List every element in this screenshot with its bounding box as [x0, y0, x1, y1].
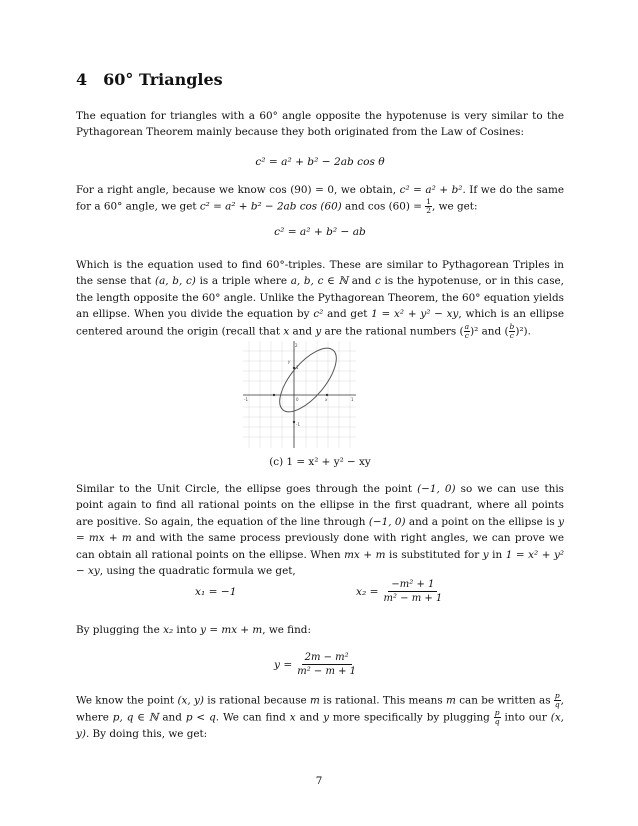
math-run: x₂: [163, 624, 174, 636]
text-run: into our: [500, 711, 551, 724]
x2-equation: [356, 578, 447, 605]
fraction-numerator: p: [554, 691, 560, 700]
math-run: y = mx + m: [200, 624, 263, 636]
math-run: m: [310, 694, 320, 707]
plot-grid: [243, 341, 356, 448]
text-run: is substituted for: [385, 548, 483, 561]
math-run: y: [315, 325, 322, 338]
math-run: mx + m: [344, 548, 386, 561]
math-run: (a, b, c): [155, 275, 196, 288]
figure-caption: (c) 1 = x² + y² − xy: [269, 456, 371, 468]
fraction-numerator: 1: [426, 197, 432, 207]
text-run: . We can find: [215, 711, 290, 724]
point-neg-one-zero: [273, 394, 275, 396]
text-run: , we find:: [262, 624, 311, 636]
math-run: x: [283, 325, 290, 338]
axis-label-right: 1: [351, 397, 354, 402]
math-run: (−1, 0): [417, 483, 456, 495]
fraction-denominator: m² − m + 1: [383, 593, 443, 604]
sixty-triples-paragraph: [76, 257, 564, 340]
text-run: , where: [76, 694, 564, 724]
text-run: )²).: [515, 325, 531, 338]
text-run: and cos (60) =: [341, 200, 426, 213]
section-heading: [76, 70, 223, 89]
fraction-numerator: a: [464, 321, 470, 331]
text-run: is rational. This means: [319, 694, 447, 707]
math-run: 1 = x² + y² − xy: [371, 308, 459, 321]
text-run: can be written as: [455, 694, 554, 707]
text-run: and: [295, 711, 324, 724]
y-fraction: [294, 651, 359, 678]
axis-label-y: y: [288, 359, 291, 364]
fraction-denominator: c: [464, 330, 469, 340]
point-one-zero: [326, 394, 328, 396]
point-zero-neg-one: [293, 421, 295, 423]
math-run: c: [374, 275, 381, 288]
right-angle-paragraph: [76, 182, 564, 215]
text-run: and: [289, 325, 316, 338]
text-run: By plugging the: [76, 624, 164, 636]
fraction-denominator: q: [554, 700, 560, 709]
fraction-numerator: 2m − m²: [302, 651, 352, 665]
text-run: so we can use this point again to find all rational points on the ellipse in the first quadrant, where all points are positive. So again, the equation of the line through: [76, 483, 564, 528]
text-run: , using the quadratic formula we get,: [99, 565, 296, 578]
fraction-numerator: −m² + 1: [388, 578, 437, 592]
math-run: c²: [313, 308, 324, 321]
x2-fraction: [380, 578, 445, 605]
text-run: We know the point: [76, 694, 178, 707]
math-run: p, q ∈ ℕ: [112, 711, 159, 724]
y-equation: [274, 651, 361, 678]
text-run: , we get:: [432, 200, 478, 213]
plugging-paragraph: [76, 622, 564, 638]
text-run: Similar to the Unit Circle, the ellipse goes through the point: [76, 483, 418, 495]
fraction-numerator: p: [494, 708, 500, 717]
ellipse-figure: [241, 337, 358, 452]
axis-label-origin: 0: [296, 397, 299, 402]
axis-label-y-one: 1: [296, 365, 299, 370]
x1-equation: x₁ = −1: [195, 586, 237, 598]
text-run: , which is an ellipse centered around the origin (recall that: [76, 308, 564, 338]
math-run: a, b, c ∈ ℕ: [290, 275, 349, 288]
fraction-denominator: m² − m + 1: [297, 666, 357, 677]
fraction-denominator: 2: [426, 206, 432, 216]
intro-paragraph: The equation for triangles with a 60° angle opposite the hypotenuse is very similar to the Pythagorean Theorem mainly because they both originated from the Law of Cosines:: [76, 110, 564, 139]
text-run: For a right angle, because we know cos (90) = 0, we obtain,: [76, 184, 400, 196]
section-title: 60° Triangles: [103, 70, 223, 89]
text-run: )² and (: [470, 325, 509, 338]
math-run: y: [323, 711, 329, 724]
math-run: m: [446, 694, 456, 707]
math-run: c² = a² + b²: [399, 184, 463, 196]
ellipse-curve: [270, 339, 346, 421]
text-run: Which is the equation used to find 60°-triples. These are similar to Pythagorean Triples in the sense that: [76, 259, 564, 288]
text-run: . By doing this, we get:: [85, 728, 208, 740]
section-number: 4: [76, 70, 88, 89]
point-zero-one: [293, 367, 295, 369]
text-run: and with the same process previously done with right angles, we can prove we can obtain all rational points on the ellipse. When: [76, 532, 564, 561]
rational-point-paragraph: [76, 692, 564, 742]
text-run: is rational because: [203, 694, 310, 707]
axis-label-x: x: [325, 397, 328, 402]
math-run: p < q: [185, 711, 216, 724]
math-run: x: [289, 711, 296, 724]
math-run: y = mx + m: [76, 515, 564, 545]
one-half-fraction: [425, 198, 432, 215]
x2-lhs: x₂ =: [356, 585, 379, 598]
law-of-cosines-equation: c² = a² + b² − 2ab cos θ: [255, 156, 385, 168]
text-run: more specifically by plugging: [328, 711, 494, 724]
text-run: and: [348, 275, 375, 288]
math-run: (x, y): [76, 711, 564, 740]
text-run: is the hypotenuse, or in this case, the length opposite the 60° angle. Unlike the Pythagorean Theorem, the 60° equation yields an ellipse. When you divide the equation by: [76, 275, 564, 321]
text-run: and get: [323, 308, 372, 321]
text-run: is a triple where: [195, 275, 291, 288]
y-lhs: y =: [274, 658, 293, 671]
text-run: and a point on the ellipse is: [405, 515, 559, 528]
text-run: in: [488, 548, 506, 561]
text-run: into: [173, 624, 201, 636]
math-run: c² = a² + b² − 2ab cos (60): [199, 200, 342, 213]
page-number: 7: [315, 775, 323, 787]
fraction-denominator: c: [509, 330, 514, 340]
text-run: and: [158, 711, 186, 724]
fraction-numerator: b: [509, 321, 515, 331]
axis-label-top: 2: [295, 343, 298, 348]
p-over-q-fraction: [494, 709, 501, 726]
sixty-degree-equation: c² = a² + b² − ab: [274, 226, 366, 238]
math-run: (x, y): [177, 694, 204, 707]
p-over-q-fraction: [554, 692, 561, 709]
ellipse-plot: [241, 337, 358, 452]
math-run: (−1, 0): [368, 515, 406, 528]
axis-label-y-neg: -1: [296, 422, 300, 427]
fraction-denominator: q: [494, 717, 500, 726]
text-run: . If we do the same for a 60° angle, we get: [76, 184, 564, 213]
math-run: y: [482, 548, 489, 561]
math-run: 1 = x² + y² − xy: [76, 548, 565, 578]
text-run: are the rational numbers (: [321, 325, 464, 338]
axis-label-left: -1: [244, 397, 248, 402]
unit-circle-paragraph: [76, 481, 564, 579]
